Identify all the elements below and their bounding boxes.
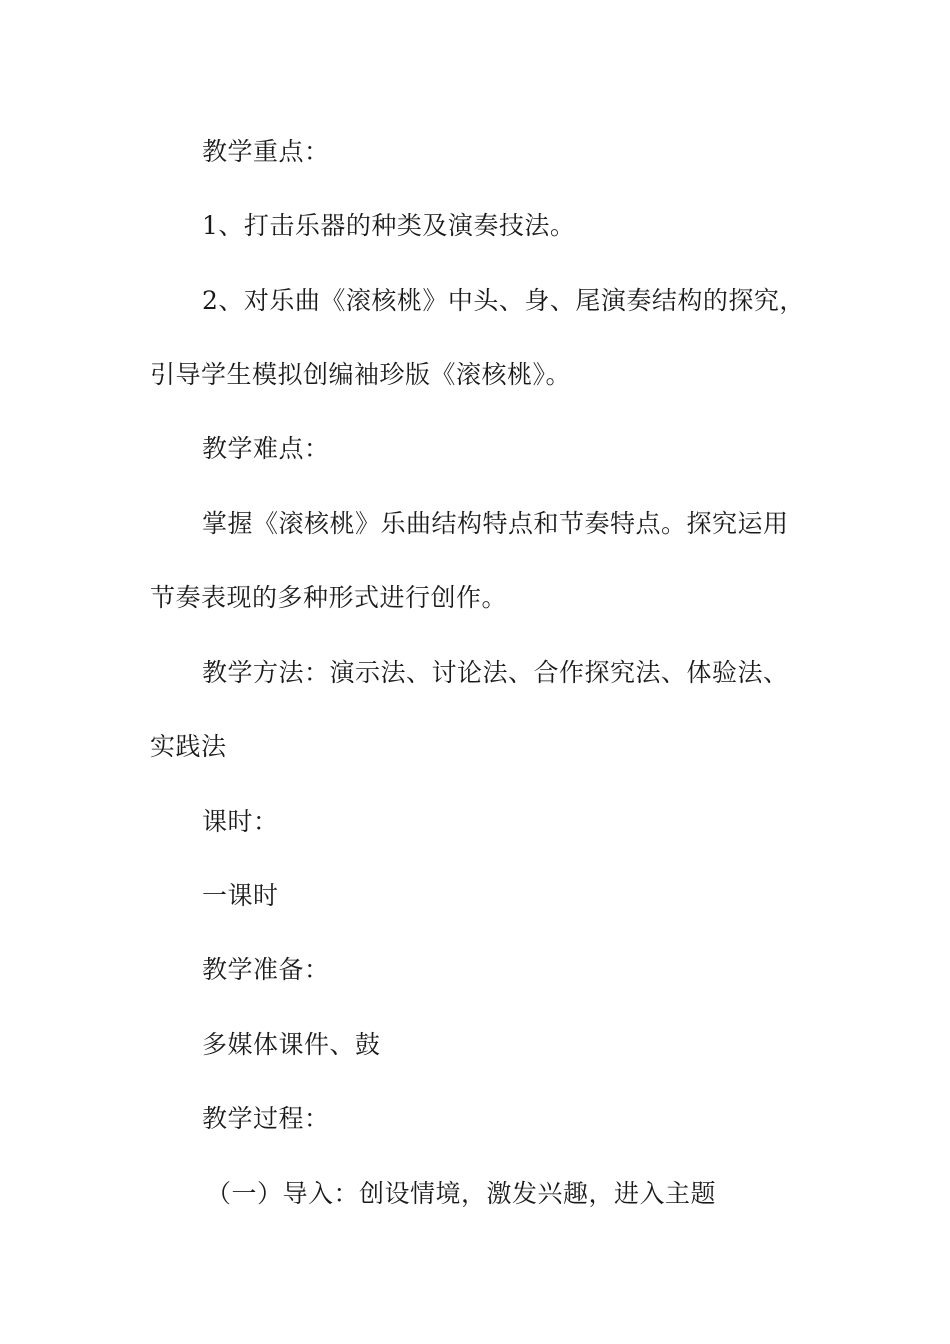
heading-teaching-focus: 教学重点： [202, 137, 330, 166]
difficulty-text: 掌握《滚核桃》乐曲结构特点和节奏特点。探究运用 [202, 509, 789, 538]
class-hours-value: 一课时 [202, 881, 279, 910]
focus-item-1: 1、打击乐器的种类及演奏技法。 [202, 211, 576, 240]
heading-teaching-process: 教学过程： [202, 1104, 330, 1133]
process-step-1: （一）导入：创设情境，激发兴趣，进入主题 [206, 1179, 717, 1208]
heading-teaching-difficulty: 教学难点： [202, 434, 330, 463]
difficulty-text-continued: 节奏表现的多种形式进行创作。 [150, 583, 508, 612]
heading-teaching-preparation: 教学准备： [202, 955, 330, 984]
teaching-methods: 教学方法：演示法、讨论法、合作探究法、体验法、 [202, 658, 789, 687]
teaching-methods-continued: 实践法 [150, 732, 227, 761]
focus-item-2: 2、对乐曲《滚核桃》中头、身、尾演奏结构的探究， [202, 286, 805, 315]
preparation-value: 多媒体课件、鼓 [202, 1030, 381, 1059]
focus-item-2-continued: 引导学生模拟创编袖珍版《滚核桃》。 [150, 360, 572, 389]
heading-class-hours: 课时： [202, 807, 279, 836]
